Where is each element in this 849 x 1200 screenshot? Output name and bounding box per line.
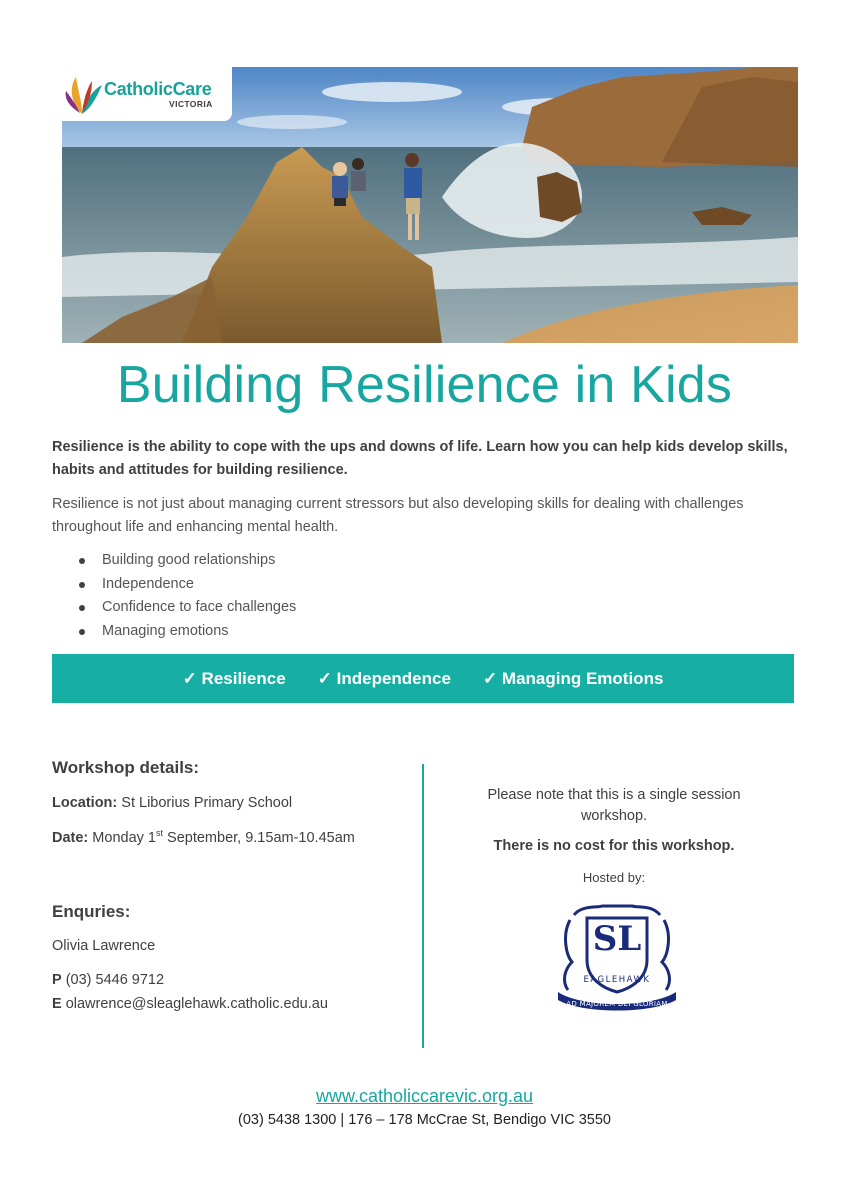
svg-text:SL: SL (592, 919, 642, 959)
workshop-heading: Workshop details: (52, 758, 200, 777)
banner-item-independence: ✓ Independence (317, 668, 451, 688)
email-link[interactable]: olawrence@sleaglehawk.catholic.edu.au (65, 996, 328, 1012)
bullet-icon (79, 582, 85, 588)
bullet-list (52, 549, 296, 643)
column-divider (422, 764, 424, 1048)
page-title: Building Resilience in Kids (116, 356, 733, 414)
website-link[interactable]: www.catholiccarevic.org.au (315, 1086, 534, 1106)
phone-line: P (03) 5446 9712 (52, 972, 165, 988)
bullet-icon (79, 605, 85, 611)
enquiries-heading: Enquries: (52, 902, 131, 921)
hosted-by-label: Hosted by: (582, 870, 646, 885)
no-cost-note: There is no cost for this workshop. (493, 838, 735, 854)
logo-subtitle: VICTORIA (169, 99, 213, 109)
highlight-banner (52, 654, 794, 703)
catholiccare-logo[interactable] (62, 67, 232, 121)
single-session-note: Please note that this is a single session workshop. (487, 787, 741, 824)
date-line: Date: Monday 1st September, 9.15am-10.45am (52, 828, 355, 846)
email-line: E olawrence@sleaglehawk.catholic.edu.au (52, 996, 328, 1012)
logo-name: CatholicCare (104, 79, 212, 99)
body-paragraph: Resilience is not just about managing current stressors but also developing skills for dealing with challenges throughout life and enhancing mental health. (52, 496, 744, 535)
svg-text:EAGLEHAWK: EAGLEHAWK (583, 975, 651, 985)
bullet-icon (79, 629, 85, 635)
contact-name: Olivia Lawrence (52, 938, 156, 954)
list-item: Confidence to face challenges (52, 596, 296, 620)
footer-address: (03) 5438 1300 | 176 – 178 McCrae St, Bendigo VIC 3550 (238, 1112, 611, 1128)
school-crest-logo (552, 900, 682, 1015)
list-item: Building good relationships (52, 549, 296, 573)
banner-item-managing-emotions: ✓ Managing Emotions (482, 668, 664, 688)
banner-item-resilience: ✓ Resilience (182, 668, 286, 688)
list-item: Managing emotions (52, 620, 296, 644)
svg-text:AD MAJOREM DEI GLORIAM: AD MAJOREM DEI GLORIAM (566, 1000, 668, 1008)
list-item: Independence (52, 573, 296, 597)
logo-butterfly-icon (62, 69, 104, 119)
bullet-icon (79, 558, 85, 564)
intro-paragraph: Resilience is the ability to cope with the ups and downs of life. Learn how you can help kids develop skills, habits and attitudes for building resilience. (52, 439, 788, 478)
location-line: Location: St Liborius Primary School (52, 795, 293, 811)
